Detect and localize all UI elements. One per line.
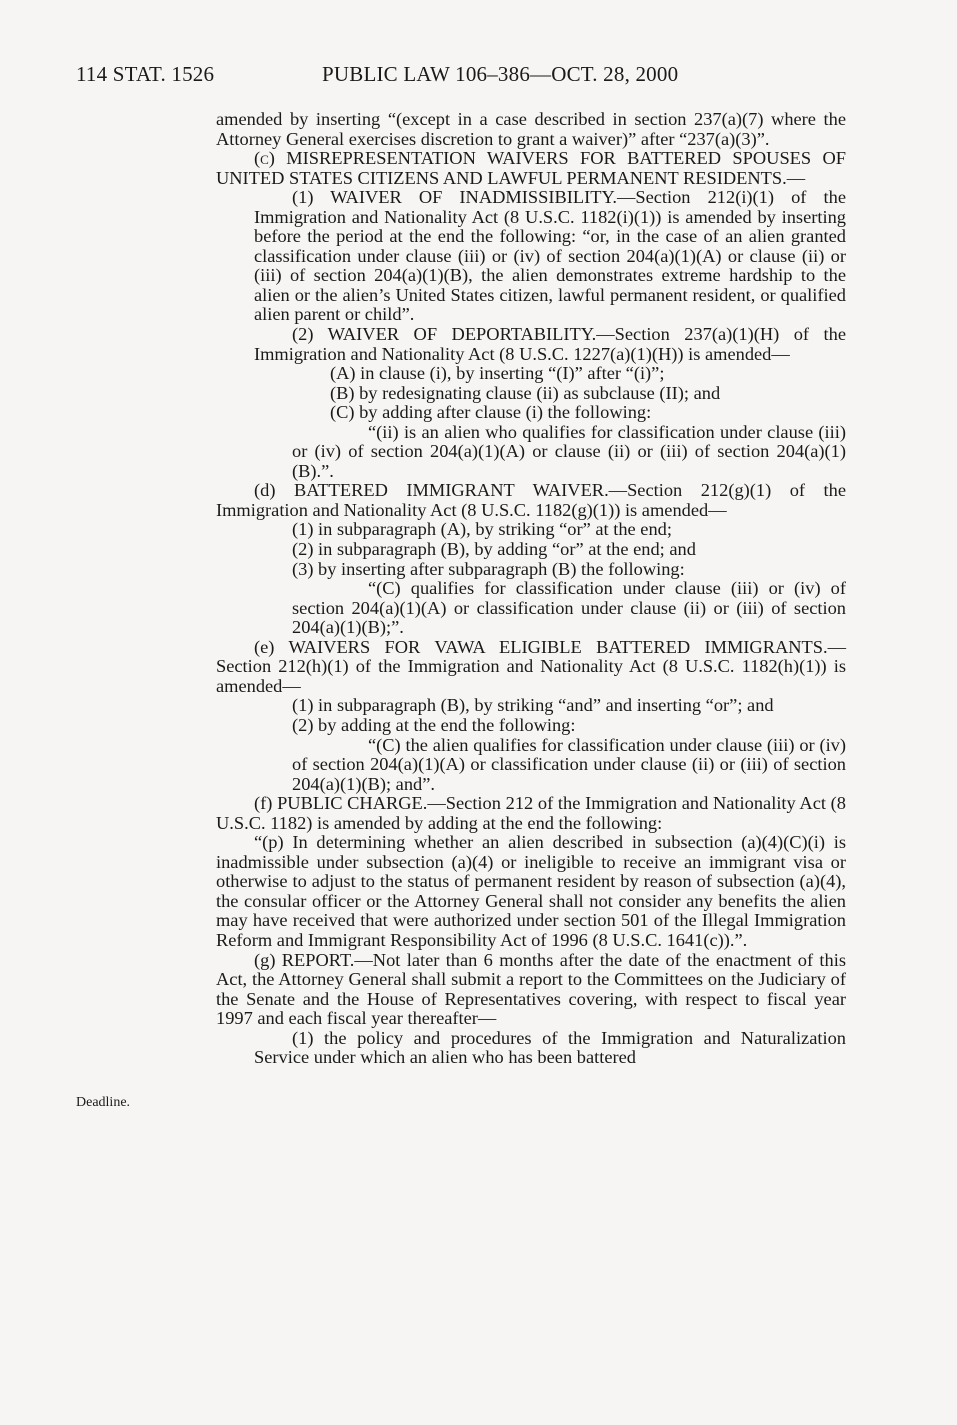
public-law-title: PUBLIC LAW 106–386—OCT. 28, 2000: [322, 62, 679, 86]
statute-citation: 114 STAT. 1526: [76, 62, 215, 86]
subsection-f: (f) PUBLIC CHARGE.—Section 212 of the Immigration and Nationality Act (8 U.S.C. 1182) is amended by adding at the end the following:: [216, 793, 846, 833]
subsection-e: (e) WAIVERS FOR VAWA ELIGIBLE BATTERED IMMIGRANTS.— Section 212(h)(1) of the Immigration and Nationality Act (8 U.S.C. 1182(h)(1)) is amended—: [216, 636, 846, 696]
quoted-subparagraph-c: “(C) qualifies for classification under clause (iii) or (iv) of section 204(a)(1)(A) or classification under clause (ii) or (iii) of section 204(a)(1)(B);”.: [292, 578, 846, 638]
margin-note-deadline: Deadline.: [76, 1095, 131, 1110]
subsection-c-heading: (c) MISREPRESENTATION WAIVERS FOR BATTERED SPOUSES OF UNITED STATES CITIZENS AND LAWFUL PERMANENT RESIDENTS.—: [216, 148, 846, 188]
subparagraph-c2b: (B) by redesignating clause (ii) as subclause (II); and: [330, 382, 721, 403]
paragraph-g1: (1) the policy and procedures of the Immigration and Naturalization Service under which an alien who has been battered: [254, 1027, 846, 1068]
quoted-clause-ii: “(ii) is an alien who qualifies for classification under clause (iii) or (iv) of section 204(a)(1)(A) or clause (ii) or (iii) of section 204(a)(1)(B).”.: [292, 421, 846, 481]
statute-body: [216, 110, 846, 1068]
subsection-g: (g) REPORT.—Not later than 6 months after the date of the enactment of this Act, the Attorney General shall submit a report to the Committees on the Judiciary of the Senate and the House of Representatives covering, with respect to fiscal year 1997 and each fiscal year thereafter—: [216, 949, 846, 1029]
paragraph-d2: (2) in subparagraph (B), by adding “or” at the end; and: [292, 539, 696, 560]
paragraph-d3: (3) by inserting after subparagraph (B) the following:: [292, 558, 685, 579]
quoted-subparagraph-e-c: “(C) the alien qualifies for classification under clause (iii) or (iv) of section 204(a)(1)(A) or classification under clause (ii) or (iii) of section 204(a)(1)(B); and”.: [292, 734, 846, 794]
paragraph-c2: (2) WAIVER OF DEPORTABILITY.—Section 237(a)(1)(H) of the Immigration and Nationality Act (8 U.S.C. 1227(a)(1)(H)) is amended—: [254, 324, 846, 364]
quoted-subsection-p: “(p) In determining whether an alien described in subsection (a)(4)(C)(i) is inadmissible under subsection (a)(4) or ineligible to receive an immigrant visa or otherwise to adjust to the status of permanent resident by reason of subsection (a)(4), the consular officer or the Attorney General shall not consider any benefits the alien may have received that were authorized under section 501 of the Illegal Immigration Reform and Immigrant Responsibility Act of 1996 (8 U.S.C. 1641(c)).”.: [216, 832, 846, 950]
subparagraph-c2a: (A) in clause (i), by inserting “(I)” after “(i)”;: [330, 363, 665, 384]
subparagraph-c2c: (C) by adding after clause (i) the following:: [330, 402, 652, 423]
page-header: [76, 62, 866, 90]
paragraph-e2: (2) by adding at the end the following:: [292, 714, 576, 735]
paragraph-continuation: amended by inserting “(except in a case described in section 237(a)(7) where the Attorney General exercises discretion to grant a waiver)” after “237(a)(3)”.: [216, 109, 846, 149]
paragraph-d1: (1) in subparagraph (A), by striking “or” at the end;: [292, 519, 672, 540]
paragraph-e1: (1) in subparagraph (B), by striking “and” and inserting “or”; and: [292, 695, 774, 716]
paragraph-c1: (1) WAIVER OF INADMISSIBILITY.—Section 212(i)(1) of the Immigration and Nationality Act (8 U.S.C. 1182(i)(1)) is amended by inserting before the period at the end the following: “or, in the case of an alien granted classification under clause (iii) or (iv) of section 204(a)(1)(A) or clause (ii) or (iii) of section 204(a)(1)(B), the alien demonstrates extreme hardship to the alien or the alien’s United States citizen, lawful permanent resident, or qualified alien parent or child”.: [254, 187, 846, 325]
subsection-d: (d) BATTERED IMMIGRANT WAIVER.—Section 212(g)(1) of the Immigration and Nationality Act (8 U.S.C. 1182(g)(1)) is amended—: [216, 480, 846, 520]
